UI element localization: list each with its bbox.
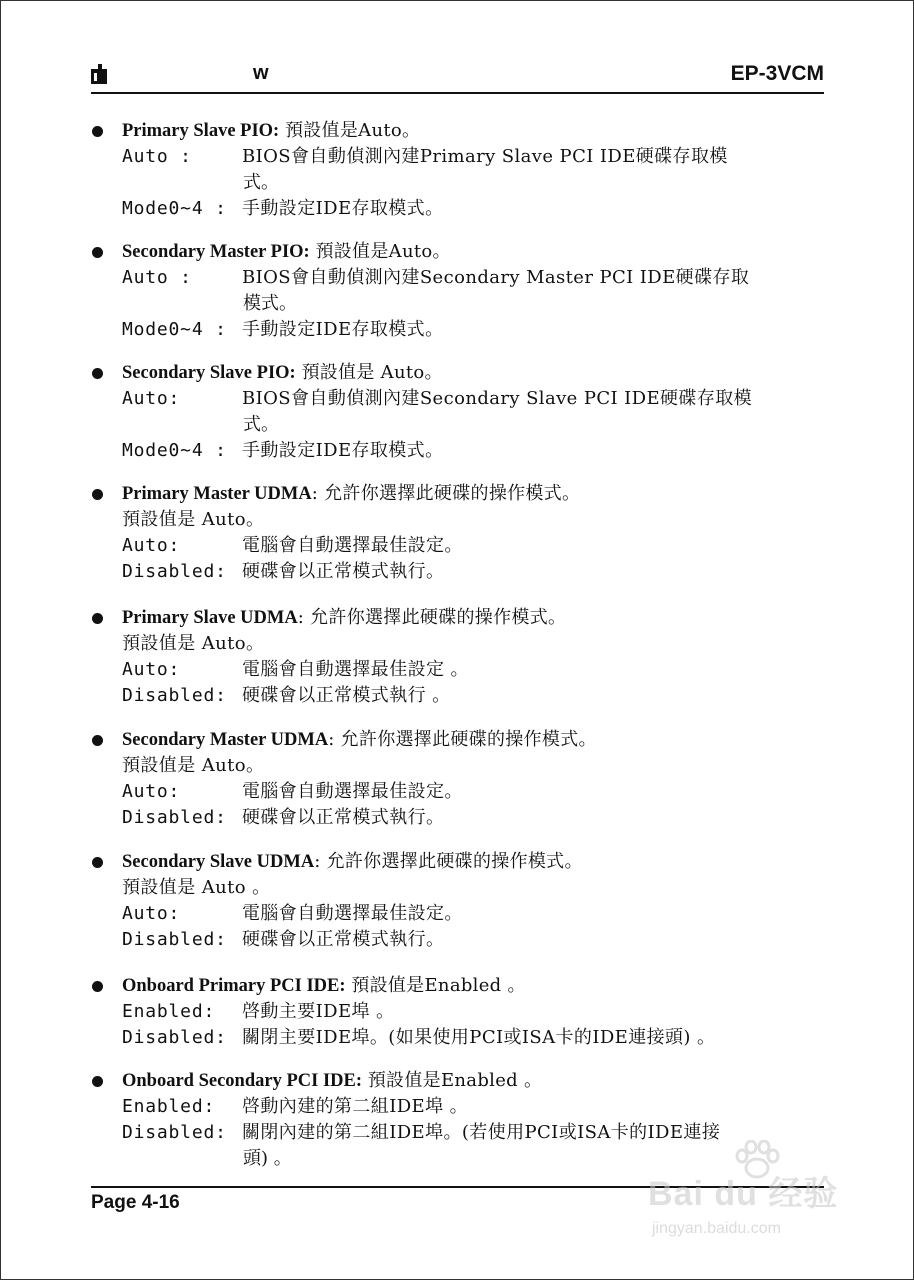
setting-default: 預設值是 Auto 。: [122, 877, 271, 898]
setting-secondary-slave-pio: [91, 360, 831, 464]
option-label: Auto :: [122, 267, 192, 288]
option-label: Auto :: [122, 146, 192, 167]
option-label: Disabled:: [122, 1027, 227, 1048]
setting-summary: : 允許你選擇此硬碟的操作模式。: [328, 729, 597, 750]
option-description: 啓動內建的第二組IDE埠 。: [242, 1096, 469, 1117]
option-label: Auto:: [122, 388, 181, 409]
brand-logo-text: w: [253, 62, 269, 84]
setting-title: Primary Slave PIO:: [122, 121, 280, 141]
setting-title: Onboard Primary PCI IDE:: [122, 976, 346, 996]
setting-onboard-primary-pci-ide: [91, 973, 831, 1051]
watermark-url: jingyan.baidu.com: [652, 1220, 781, 1237]
setting-primary-slave-udma: [91, 605, 831, 709]
option-label: Mode0~4 :: [122, 440, 227, 461]
watermark-brand: Bai du 经验: [648, 1175, 839, 1213]
option-description: 關閉主要IDE埠。(如果使用PCI或ISA卡的IDE連接頭) 。: [242, 1027, 716, 1048]
setting-primary-slave-pio: [91, 118, 831, 222]
setting-title: Secondary Master PIO:: [122, 242, 310, 262]
setting-summary: : 允許你選擇此硬碟的操作模式。: [311, 483, 581, 504]
setting-default: 預設值是Auto。: [284, 120, 421, 141]
option-label: Disabled:: [122, 929, 227, 950]
option-description: 手動設定IDE存取模式。: [242, 440, 444, 461]
option-label: Enabled:: [122, 1001, 216, 1022]
option-description: 手動設定IDE存取模式。: [242, 319, 444, 340]
setting-title: Onboard Secondary PCI IDE:: [122, 1071, 363, 1091]
option-label: Disabled:: [122, 561, 227, 582]
bios-settings-content: [91, 118, 831, 1172]
option-description: 關閉內建的第二組IDE埠。(若使用PCI或ISA卡的IDE連接: [242, 1122, 721, 1143]
option-label: Mode0~4 :: [122, 319, 227, 340]
setting-secondary-master-pio: [91, 239, 831, 343]
option-description-continued: 式。: [243, 172, 279, 193]
option-description: 電腦會自動選擇最佳設定。: [242, 535, 463, 556]
option-description: BIOS會自動偵測內建Secondary Master PCI IDE硬碟存取: [242, 267, 750, 288]
setting-default: 預設值是 Auto。: [122, 509, 265, 530]
option-description: 電腦會自動選擇最佳設定。: [242, 903, 463, 924]
option-description: 手動設定IDE存取模式。: [242, 198, 444, 219]
model-name: EP-3VCM: [730, 62, 824, 85]
option-label: Auto:: [122, 659, 181, 680]
option-description: 硬碟會以正常模式執行 。: [242, 685, 451, 706]
option-label: Disabled:: [122, 685, 227, 706]
option-description: 硬碟會以正常模式執行。: [242, 561, 445, 582]
option-label: Disabled:: [122, 807, 227, 828]
option-label: Auto:: [122, 535, 181, 556]
brand-logo-icon: [91, 64, 107, 84]
option-description: 電腦會自動選擇最佳設定 。: [242, 659, 469, 680]
option-label: Enabled:: [122, 1096, 216, 1117]
option-label: Mode0~4 :: [122, 198, 227, 219]
option-description-continued: 模式。: [243, 293, 297, 314]
option-label: Disabled:: [122, 1122, 227, 1143]
header-rule: [91, 92, 824, 94]
option-label: Auto:: [122, 781, 181, 802]
setting-title: Primary Slave UDMA: [122, 608, 298, 628]
page-number: Page 4-16: [91, 1192, 180, 1213]
setting-summary: : 允許你選擇此硬碟的操作模式。: [297, 607, 567, 628]
option-description-continued: 頭) 。: [243, 1148, 292, 1169]
setting-default: 預設值是Enabled 。: [367, 1070, 543, 1091]
setting-secondary-slave-udma: [91, 849, 831, 953]
setting-default: 預設值是 Auto。: [122, 633, 265, 654]
setting-title: Primary Master UDMA: [122, 484, 312, 504]
setting-default: 預設值是Enabled 。: [351, 975, 526, 996]
setting-default: 預設值是Auto。: [315, 241, 451, 262]
setting-summary: : 允許你選擇此硬碟的操作模式。: [314, 851, 583, 872]
option-description: 硬碟會以正常模式執行。: [242, 807, 445, 828]
option-description: BIOS會自動偵測內建Secondary Slave PCI IDE硬碟存取模: [242, 388, 753, 409]
option-description: 電腦會自動選擇最佳設定。: [242, 781, 463, 802]
setting-title: Secondary Slave UDMA: [122, 852, 315, 872]
option-description: 啓動主要IDE埠 。: [242, 1001, 395, 1022]
setting-title: Secondary Slave PIO:: [122, 363, 296, 383]
setting-default: 預設值是 Auto。: [122, 755, 265, 776]
setting-default: 預設值是 Auto。: [301, 362, 443, 383]
setting-primary-master-udma: [91, 481, 831, 585]
option-description: 硬碟會以正常模式執行。: [242, 929, 445, 950]
option-label: Auto:: [122, 903, 181, 924]
page-header: [91, 60, 824, 92]
baidu-watermark: [648, 1140, 868, 1250]
option-description-continued: 式。: [243, 414, 279, 435]
setting-secondary-master-udma: [91, 727, 831, 831]
setting-title: Secondary Master UDMA: [122, 730, 329, 750]
option-description: BIOS會自動偵測內建Primary Slave PCI IDE硬碟存取模: [242, 146, 728, 167]
